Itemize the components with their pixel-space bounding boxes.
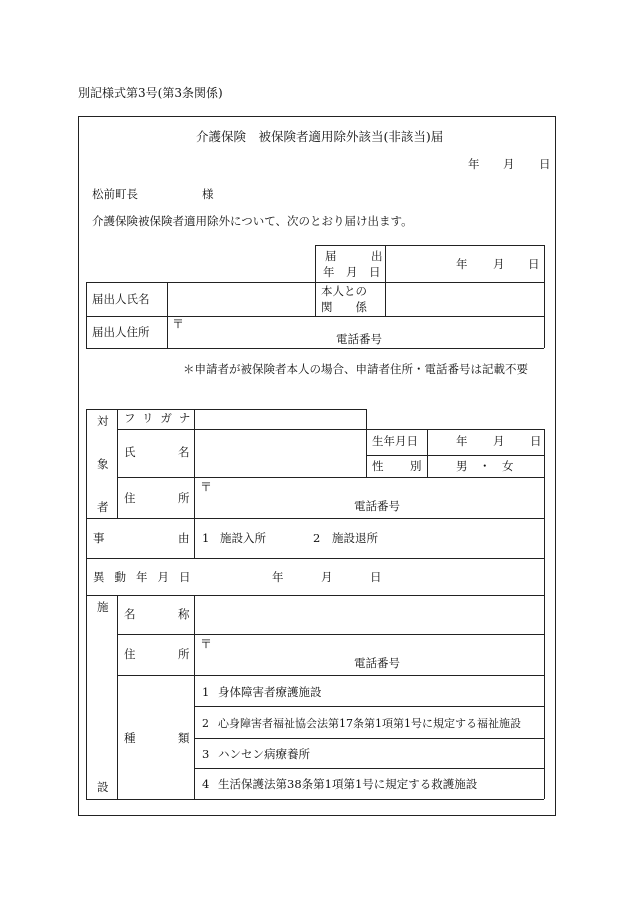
facility-type-4-num: 4 <box>202 777 210 791</box>
facility-name-field[interactable] <box>195 596 543 633</box>
facility-phone-label: 電話番号 <box>354 656 400 670</box>
facility-type-2-num: 2 <box>202 717 209 730</box>
reason-option-1[interactable]: 施設入所 <box>220 531 266 545</box>
addressee-honorific: 様 <box>202 187 214 201</box>
date-day-label: 日 <box>539 157 551 171</box>
reason-option-2[interactable]: 施設退所 <box>332 531 378 545</box>
subject-side-2: 象 <box>97 457 109 471</box>
relation-label-2: 関 係 <box>321 300 367 314</box>
facility-side-1: 施 <box>97 600 109 614</box>
notify-day: 日 <box>528 257 540 271</box>
facility-address-field[interactable] <box>195 635 543 674</box>
notify-year: 年 <box>456 257 468 271</box>
date-month-label: 月 <box>503 157 515 171</box>
notifier-name-field[interactable] <box>168 283 314 315</box>
note-text: ＊申請者が被保険者本人の場合、申請者住所・電話番号は記載不要 <box>183 362 528 376</box>
facility-name-label-1: 名 <box>124 607 136 621</box>
birth-date-field[interactable] <box>428 430 543 454</box>
notifier-name-label: 届出人氏名 <box>92 292 150 306</box>
intro-text: 介護保険被保険者適用除外について、次のとおり届け出ます。 <box>92 214 413 228</box>
facility-address-label-1: 住 <box>124 647 136 661</box>
subject-name-label-1: 氏 <box>124 445 136 459</box>
relation-label-1: 本人との <box>321 284 367 298</box>
subject-address-label-1: 住 <box>124 491 136 505</box>
notify-date-label-1: 届 出 <box>325 249 383 263</box>
change-date-month: 月 <box>321 570 333 584</box>
subject-side-1: 対 <box>97 414 109 428</box>
birth-day: 日 <box>530 434 542 448</box>
birth-year: 年 <box>456 434 468 448</box>
reason-label-1: 事 <box>93 531 105 545</box>
facility-type-3-num: 3 <box>202 747 210 761</box>
form-caption: 別記様式第3号(第3条関係) <box>78 86 223 100</box>
facility-side-2: 設 <box>97 780 109 794</box>
change-date-field[interactable] <box>195 559 543 594</box>
change-date-day: 日 <box>370 570 382 584</box>
subject-postal-mark: 〒 <box>200 480 213 494</box>
change-date-label: 異動年月日 <box>93 570 201 584</box>
relation-field[interactable] <box>386 283 543 315</box>
subject-address-label-2: 所 <box>178 491 190 505</box>
notifier-postal-mark: 〒 <box>172 317 185 331</box>
notify-month: 月 <box>493 257 505 271</box>
notifier-address-label: 届出人住所 <box>92 325 150 339</box>
facility-type-1-num: 1 <box>202 685 210 699</box>
reason-label-2: 由 <box>178 531 190 545</box>
birth-month: 月 <box>493 434 505 448</box>
notifier-phone-label: 電話番号 <box>336 332 382 346</box>
sex-label-1: 性 <box>372 459 384 473</box>
furigana-field[interactable] <box>195 410 365 428</box>
facility-type-label-2: 類 <box>178 731 190 745</box>
change-date-year: 年 <box>272 570 284 584</box>
birth-date-label: 生年月日 <box>372 434 418 448</box>
subject-side-3: 者 <box>97 500 109 514</box>
addressee: 松前町長 <box>92 187 138 201</box>
facility-type-3[interactable]: ハンセン病療養所 <box>218 747 310 761</box>
reason-option-2-num: 2 <box>313 531 321 545</box>
form-title: 介護保険 被保険者適用除外該当(非該当)届 <box>196 129 444 144</box>
facility-type-2[interactable]: 心身障害者福祉協会法第17条第1項第1号に規定する福祉施設 <box>218 717 521 730</box>
sex-label-2: 別 <box>410 459 422 473</box>
sex-options[interactable]: 男 ・ 女 <box>456 459 514 473</box>
facility-address-label-2: 所 <box>178 647 190 661</box>
subject-phone-label: 電話番号 <box>354 499 400 513</box>
facility-postal-mark: 〒 <box>200 637 213 651</box>
notify-date-field[interactable] <box>386 246 543 281</box>
subject-name-field[interactable] <box>195 430 365 476</box>
notify-date-label-2: 年 月 日 <box>323 265 381 279</box>
reason-option-1-num: 1 <box>202 531 210 545</box>
facility-type-label-1: 種 <box>124 731 136 745</box>
furigana-label: フリガナ <box>124 411 198 425</box>
date-year-label: 年 <box>468 157 480 171</box>
subject-name-label-2: 名 <box>178 445 190 459</box>
facility-type-4[interactable]: 生活保護法第38条第1項第1号に規定する救護施設 <box>218 777 478 791</box>
facility-name-label-2: 称 <box>178 607 190 621</box>
subject-address-field[interactable] <box>195 478 543 517</box>
facility-type-1[interactable]: 身体障害者療護施設 <box>218 685 322 699</box>
notifier-address-field[interactable] <box>168 317 543 347</box>
